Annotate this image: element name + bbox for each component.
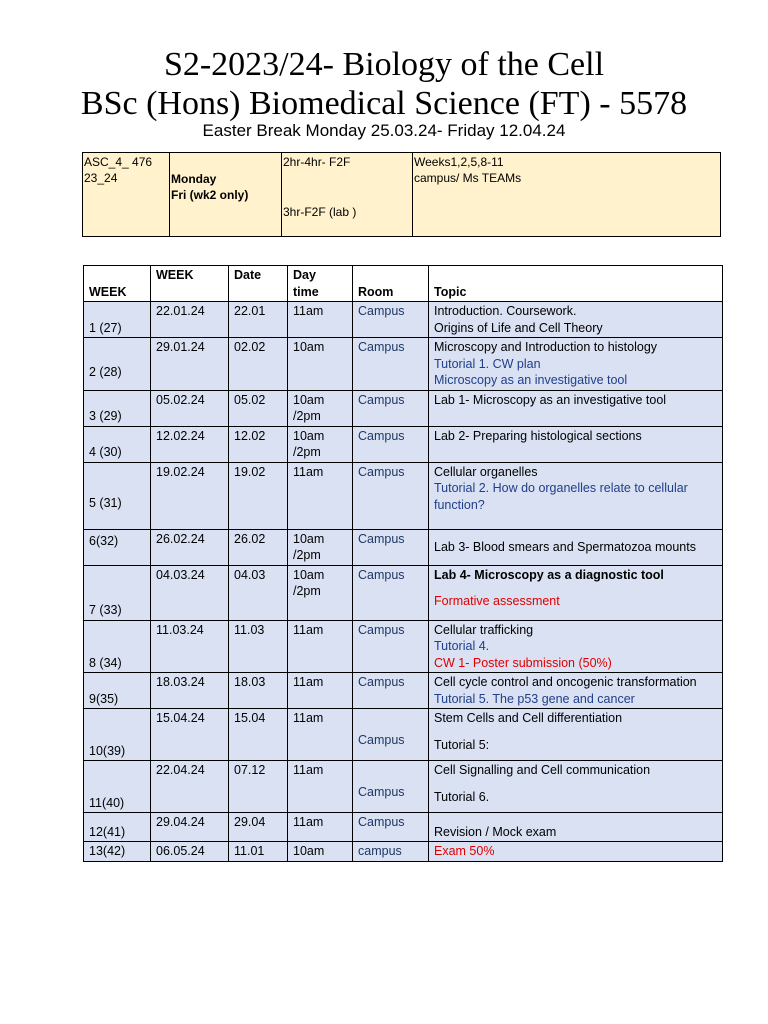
week-cell <box>84 462 151 529</box>
date-cell: 02.02 <box>229 338 288 391</box>
table-row <box>84 462 723 529</box>
time-cell: 11am <box>288 813 353 842</box>
header-week-start: WEEK <box>151 266 229 302</box>
week-label: 5 (31) <box>89 496 122 510</box>
date-cell: 29.04 <box>229 813 288 842</box>
week-cell: 10(39) <box>84 709 151 761</box>
room-cell: campus <box>353 842 429 862</box>
table-row <box>84 302 723 338</box>
table-row <box>84 673 723 709</box>
week-cell: 9(35) <box>84 673 151 709</box>
schedule-table <box>83 265 723 862</box>
tutorial-line: Tutorial 6. <box>434 789 490 804</box>
week-cell: 11(40) <box>84 761 151 813</box>
time-cell: 11am <box>288 709 353 761</box>
table-row <box>84 426 723 462</box>
room-cell: Campus <box>353 673 429 709</box>
topic-line: Stem Cells and Cell differentiation <box>434 711 623 725</box>
topic-cell <box>429 565 723 620</box>
tutorial-line: Tutorial 2. How do organelles relate to cellular <box>434 481 688 495</box>
week-cell: 7 (33) <box>84 565 151 620</box>
date-cell: 05.02 <box>229 390 288 426</box>
module-mode-lecture: 2hr-4hr- F2F <box>283 155 351 169</box>
topic-cell <box>429 620 723 673</box>
topic-line: Cellular trafficking <box>434 622 534 637</box>
header-room: Room <box>353 266 429 302</box>
topic-cell <box>429 761 723 813</box>
table-row <box>84 390 723 426</box>
easter-break-subtitle: Easter Break Monday 25.03.24- Friday 12.04.24 <box>202 121 566 140</box>
time-cell: 11am <box>288 462 353 529</box>
week-cell: 13(42) <box>84 842 151 862</box>
room-cell: Campus <box>353 302 429 338</box>
week-cell: 3 (29) <box>84 390 151 426</box>
module-weeks: Weeks1,2,5,8-11 <box>414 155 504 169</box>
date-cell: 15.04 <box>229 709 288 761</box>
time-line: /2pm <box>293 548 321 562</box>
week-start-cell: 05.02.24 <box>151 390 229 426</box>
room-cell: Campus <box>353 426 429 462</box>
date-cell: 07.12 <box>229 761 288 813</box>
module-location: campus/ Ms TEAMs <box>414 171 522 185</box>
date-cell: 18.03 <box>229 673 288 709</box>
topic-cell <box>429 462 723 529</box>
week-start-cell: 22.04.24 <box>151 761 229 813</box>
module-days-cell <box>170 153 282 236</box>
tutorial-line: Tutorial 5. The p53 gene and cancer <box>434 691 635 706</box>
tutorial-line: Tutorial 4. <box>434 639 490 653</box>
room-cell: Campus <box>353 565 429 620</box>
module-code-cell <box>83 153 170 236</box>
time-line: 10am <box>293 392 325 407</box>
module-day-friday: Fri (wk2 only) <box>171 188 249 202</box>
module-year: 23_24 <box>84 171 118 185</box>
topic-cell <box>429 426 723 462</box>
room-cell: Campus <box>353 338 429 391</box>
week-start-cell: 12.02.24 <box>151 426 229 462</box>
table-row <box>84 338 723 391</box>
exam-line: Exam 50% <box>434 844 495 858</box>
time-cell: 11am <box>288 673 353 709</box>
table-row <box>84 842 723 862</box>
topic-cell <box>429 390 723 426</box>
date-cell: 12.02 <box>229 426 288 462</box>
module-code: ASC_4_ 476 <box>84 155 153 169</box>
module-day-monday: Monday <box>171 172 217 186</box>
tutorial-line: Tutorial 1. CW plan <box>434 356 541 371</box>
topic-line: Cell cycle control and oncogenic transformation <box>434 675 697 689</box>
tutorial-line: Tutorial 5: <box>434 737 490 752</box>
topic-line: Cell Signalling and Cell communication <box>434 763 651 777</box>
time-cell <box>288 390 353 426</box>
date-cell: 11.03 <box>229 620 288 673</box>
module-info-box <box>82 152 721 237</box>
date-cell: 11.01 <box>229 842 288 862</box>
tutorial-line: function? <box>434 497 485 512</box>
table-row <box>84 529 723 565</box>
title-line-1: S2-2023/24- Biology of the Cell <box>163 46 605 83</box>
topic-line: Cellular organelles <box>434 464 538 479</box>
lab-line: Lab 4- Microscopy as a diagnostic tool <box>434 567 664 582</box>
week-start-cell: 19.02.24 <box>151 462 229 529</box>
schedule-header-row <box>84 266 723 302</box>
time-cell: 11am <box>288 302 353 338</box>
date-cell: 19.02 <box>229 462 288 529</box>
week-cell: 4 (30) <box>84 426 151 462</box>
lab-line: Lab 2- Preparing histological sections <box>434 428 642 443</box>
header-day-time <box>288 266 353 302</box>
time-cell: 11am <box>288 761 353 813</box>
time-line: 10am <box>293 428 325 443</box>
time-line: /2pm <box>293 409 321 423</box>
formative-assessment-line: Formative assessment <box>434 594 560 608</box>
week-start-cell: 29.04.24 <box>151 813 229 842</box>
topic-line: Revision / Mock exam <box>434 824 557 839</box>
tutorial-line: Microscopy as an investigative tool <box>434 373 628 387</box>
topic-line: Microscopy and Introduction to histology <box>434 340 658 354</box>
room-cell: Campus <box>353 529 429 565</box>
table-row <box>84 813 723 842</box>
room-cell: Campus <box>353 761 429 813</box>
week-label: 2 (28) <box>89 365 122 379</box>
topic-cell <box>429 529 723 565</box>
topic-line: Introduction. Coursework. <box>434 304 577 318</box>
topic-cell <box>429 709 723 761</box>
room-cell: Campus <box>353 813 429 842</box>
topic-cell <box>429 842 723 862</box>
topic-cell <box>429 338 723 391</box>
room-cell: Campus <box>353 462 429 529</box>
week-start-cell: 18.03.24 <box>151 673 229 709</box>
table-row <box>84 761 723 813</box>
topic-cell <box>429 673 723 709</box>
header-time: time <box>293 284 319 299</box>
week-start-cell: 04.03.24 <box>151 565 229 620</box>
coursework-line: CW 1- Poster submission (50%) <box>434 655 612 670</box>
time-line: 10am <box>293 531 325 546</box>
time-line: /2pm <box>293 584 321 598</box>
room-cell: Campus <box>353 620 429 673</box>
time-line: 10am <box>293 567 325 582</box>
time-cell <box>288 426 353 462</box>
week-start-cell: 22.01.24 <box>151 302 229 338</box>
date-cell: 26.02 <box>229 529 288 565</box>
room-cell: Campus <box>353 390 429 426</box>
week-start-cell: 06.05.24 <box>151 842 229 862</box>
time-line: /2pm <box>293 445 321 459</box>
week-cell: 12(41) <box>84 813 151 842</box>
date-cell: 22.01 <box>229 302 288 338</box>
topic-cell <box>429 813 723 842</box>
week-start-cell: 15.04.24 <box>151 709 229 761</box>
week-start-cell: 11.03.24 <box>151 620 229 673</box>
table-row <box>84 565 723 620</box>
lab-line: Lab 1- Microscopy as an investigative tool <box>434 392 667 407</box>
header-date: Date <box>229 266 288 302</box>
title-line-2: BSc (Hons) Biomedical Science (FT) - 5578 <box>80 85 688 122</box>
week-start-cell: 26.02.24 <box>151 529 229 565</box>
week-start-cell: 29.01.24 <box>151 338 229 391</box>
time-cell <box>288 529 353 565</box>
date-cell: 04.03 <box>229 565 288 620</box>
topic-line: Origins of Life and Cell Theory <box>434 320 603 335</box>
week-cell: 1 (27) <box>84 302 151 338</box>
week-cell <box>84 529 151 565</box>
time-cell: 10am <box>288 842 353 862</box>
header-day: Day <box>293 268 316 282</box>
room-cell: Campus <box>353 709 429 761</box>
topic-cell <box>429 302 723 338</box>
table-row <box>84 709 723 761</box>
time-cell: 10am <box>288 338 353 391</box>
header-week: WEEK <box>84 266 151 302</box>
module-weeks-cell <box>413 153 721 236</box>
week-label: 6(32) <box>89 534 119 548</box>
table-row <box>84 620 723 673</box>
week-cell <box>84 338 151 391</box>
module-mode-cell <box>282 153 413 236</box>
lab-line: Lab 3- Blood smears and Spermatozoa mounts <box>434 539 696 554</box>
time-cell <box>288 565 353 620</box>
week-cell: 8 (34) <box>84 620 151 673</box>
time-cell: 11am <box>288 620 353 673</box>
module-mode-lab: 3hr-F2F (lab ) <box>283 205 357 219</box>
header-topic: Topic <box>429 266 723 302</box>
